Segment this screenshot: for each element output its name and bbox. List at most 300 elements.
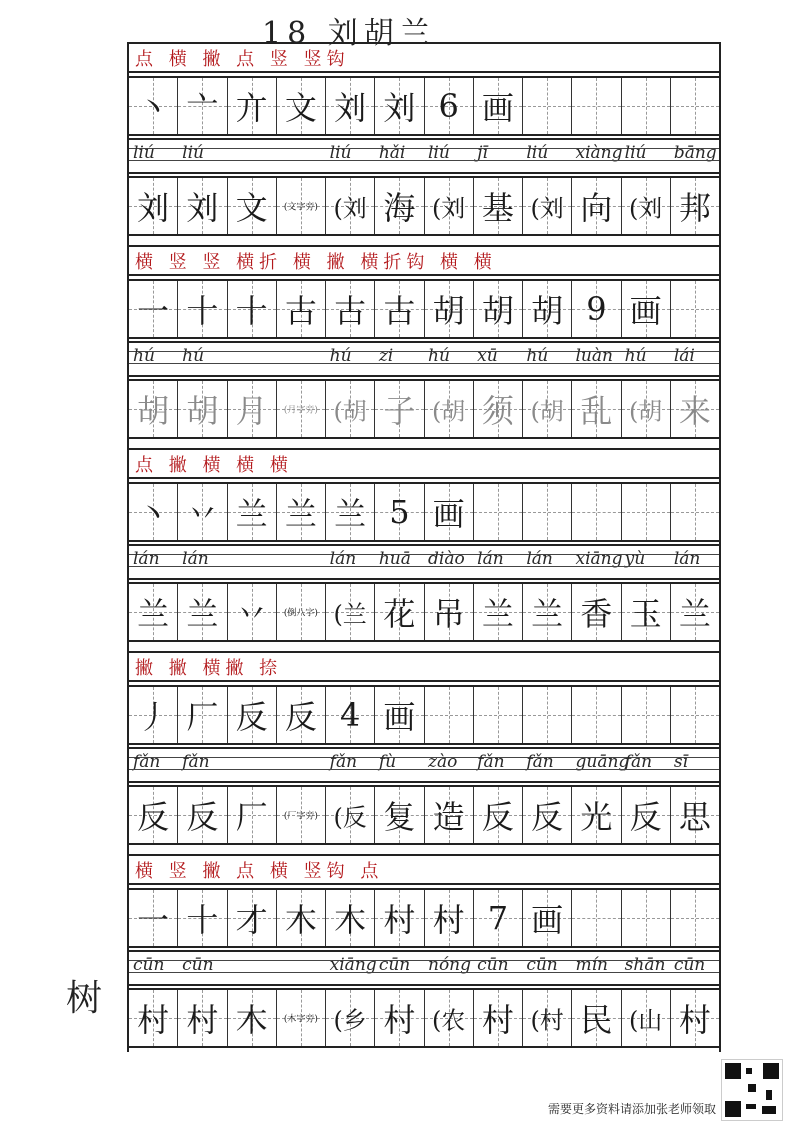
grid-cell <box>178 78 227 134</box>
grid-cell <box>129 687 178 743</box>
word-char: 兰 <box>678 595 711 633</box>
grid-char: 村 <box>432 901 465 939</box>
word-cell <box>425 584 474 640</box>
grid-cell <box>129 281 178 337</box>
grid-cell <box>474 484 523 540</box>
grid-char: 画 <box>629 292 662 330</box>
grid-cell <box>474 890 523 946</box>
word-char: 反 <box>137 798 170 836</box>
grid-char: 7 <box>487 899 509 937</box>
word-char: 村 <box>186 1001 219 1039</box>
grid-char: 古 <box>284 292 317 330</box>
pinyin-text: xiàng <box>575 143 623 163</box>
word-row <box>129 988 719 1048</box>
word-cell <box>375 787 424 843</box>
grid-cell <box>178 484 227 540</box>
grid-char: 丷 <box>186 495 219 533</box>
grid-cell <box>572 78 621 134</box>
pinyin-text: fǎn <box>477 752 505 772</box>
word-char: 基 <box>481 189 514 227</box>
word-cell <box>277 381 326 437</box>
word-cell <box>523 990 572 1046</box>
grid-char: 兰 <box>235 495 268 533</box>
grid-cell <box>228 484 277 540</box>
grid-cell <box>277 78 326 134</box>
grid-cell <box>622 687 671 743</box>
word-cell <box>326 178 375 234</box>
grid-char: 村 <box>383 901 416 939</box>
grid-cell <box>326 78 375 134</box>
word-char: 花 <box>383 595 416 633</box>
grid-cell <box>129 484 178 540</box>
word-cell <box>523 381 572 437</box>
word-char: (刘 <box>333 194 367 223</box>
word-cell <box>572 584 621 640</box>
pinyin-text: liú <box>133 143 155 163</box>
grid-cell <box>277 687 326 743</box>
word-cell <box>375 584 424 640</box>
word-cell <box>671 381 719 437</box>
grid-cell <box>375 281 424 337</box>
word-cell <box>326 787 375 843</box>
pinyin-text: hǎi <box>378 143 406 163</box>
grid-cell <box>425 78 474 134</box>
stroke-grid-row <box>129 76 719 136</box>
grid-char: 5 <box>389 493 410 531</box>
pinyin-text: nóng <box>428 955 472 975</box>
grid-char: 木 <box>334 901 367 939</box>
word-char: 刘 <box>186 189 219 227</box>
grid-char: 兰 <box>334 495 367 533</box>
pinyin-text: hú <box>329 346 352 366</box>
word-char: 光 <box>580 798 613 836</box>
word-cell <box>523 178 572 234</box>
word-cell <box>129 381 178 437</box>
pinyin-text: huā <box>378 549 411 569</box>
grid-cell <box>671 281 719 337</box>
stroke-order-row <box>129 854 719 885</box>
word-cell <box>425 178 474 234</box>
word-cell <box>474 584 523 640</box>
pinyin-text: cūn <box>378 955 411 975</box>
pinyin-text: liú <box>329 143 352 163</box>
grid-cell <box>523 78 572 134</box>
word-char: 吊 <box>432 595 465 633</box>
grid-char: 画 <box>432 495 465 533</box>
word-row <box>129 176 719 236</box>
word-char: (木字旁) <box>283 1014 318 1025</box>
pinyin-text: bāng <box>673 143 717 163</box>
grid-cell <box>178 281 227 337</box>
word-char: 乱 <box>580 392 613 430</box>
grid-cell <box>326 281 375 337</box>
word-row <box>129 785 719 845</box>
pinyin-text: lán <box>182 549 209 569</box>
word-cell <box>671 178 719 234</box>
grid-char: 亣 <box>235 89 268 127</box>
grid-cell <box>572 484 621 540</box>
grid-char: 十 <box>235 292 268 330</box>
word-cell <box>474 990 523 1046</box>
word-cell <box>375 178 424 234</box>
side-note-char: 树 <box>66 978 103 1019</box>
word-char: (胡 <box>530 397 564 426</box>
grid-cell <box>622 281 671 337</box>
word-row <box>129 582 719 642</box>
word-char: 丷 <box>235 595 268 633</box>
grid-cell <box>523 484 572 540</box>
pinyin-text: lán <box>477 549 504 569</box>
footer-note: 需要更多资料请添加张老师领取 <box>548 1102 717 1116</box>
word-cell <box>375 381 424 437</box>
stroke-names: 点 撇 横 横 横 <box>135 455 293 476</box>
pinyin-text: fǎn <box>526 752 554 772</box>
grid-cell <box>622 484 671 540</box>
pinyin-text: lán <box>526 549 553 569</box>
grid-char: 胡 <box>481 292 514 330</box>
word-char: 子 <box>383 392 416 430</box>
word-char: (乡 <box>333 1006 367 1035</box>
grid-cell <box>129 78 178 134</box>
grid-char: 十 <box>186 292 219 330</box>
grid-cell <box>572 281 621 337</box>
pinyin-text: cūn <box>182 955 214 975</box>
grid-char: 文 <box>284 89 317 127</box>
grid-cell <box>523 281 572 337</box>
grid-char: 亠 <box>186 89 219 127</box>
word-char: 反 <box>481 798 514 836</box>
pinyin-text: xiāng <box>575 549 623 569</box>
grid-char: 丿 <box>137 698 170 736</box>
pinyin-text: mín <box>575 955 609 975</box>
pinyin-text: diào <box>428 549 465 569</box>
word-cell <box>178 787 227 843</box>
pinyin-row <box>129 747 719 783</box>
grid-char: 画 <box>383 698 416 736</box>
grid-cell <box>375 687 424 743</box>
word-char: (胡 <box>628 397 663 426</box>
stroke-names: 撇 撇 横撇 捺 <box>135 658 283 679</box>
word-char: 香 <box>580 595 613 633</box>
pinyin-text: hú <box>428 346 450 366</box>
word-char: (兰 <box>333 600 367 629</box>
pinyin-text: cūn <box>526 955 558 975</box>
pinyin-text: xū <box>477 346 498 366</box>
word-cell <box>671 990 719 1046</box>
word-char: (胡 <box>333 397 367 426</box>
word-cell <box>572 990 621 1046</box>
grid-char: 胡 <box>432 292 465 330</box>
grid-cell <box>129 890 178 946</box>
grid-cell <box>425 484 474 540</box>
word-cell <box>622 178 671 234</box>
pinyin-text: hú <box>182 346 205 366</box>
word-cell <box>425 990 474 1046</box>
word-cell <box>326 990 375 1046</box>
word-cell <box>277 787 326 843</box>
grid-char: 一 <box>137 292 170 330</box>
grid-cell <box>178 687 227 743</box>
word-char: 向 <box>580 189 613 227</box>
word-char: 月 <box>235 392 268 430</box>
word-char: 胡 <box>186 392 219 430</box>
pinyin-text: xiāng <box>329 955 377 975</box>
word-char: 民 <box>580 1001 613 1039</box>
word-cell <box>326 584 375 640</box>
stroke-order-row <box>129 245 719 276</box>
grid-char: 十 <box>186 901 219 939</box>
grid-cell <box>671 484 719 540</box>
grid-char: 9 <box>586 290 607 328</box>
pinyin-text: lán <box>133 549 160 569</box>
word-char: 胡 <box>137 392 170 430</box>
word-char: 刘 <box>137 189 170 227</box>
pinyin-text: liú <box>182 143 204 163</box>
word-char: 海 <box>383 189 416 227</box>
word-cell <box>622 787 671 843</box>
page-title: 18 刘胡兰 <box>262 16 436 51</box>
stroke-order-row <box>129 651 719 682</box>
word-cell <box>375 990 424 1046</box>
pinyin-text: sī <box>673 752 688 772</box>
pinyin-row <box>129 544 719 580</box>
word-cell <box>474 787 523 843</box>
pinyin-text: luàn <box>575 346 613 366</box>
word-char: 反 <box>186 798 219 836</box>
word-cell <box>277 178 326 234</box>
stroke-grid-row <box>129 279 719 339</box>
word-cell <box>425 381 474 437</box>
qr-code-icon <box>721 1059 783 1121</box>
word-char: 邦 <box>678 189 711 227</box>
word-cell <box>572 178 621 234</box>
word-cell <box>178 381 227 437</box>
pinyin-text: liú <box>526 143 549 163</box>
grid-cell <box>375 890 424 946</box>
grid-char: 木 <box>284 901 317 939</box>
grid-char: 兰 <box>284 495 317 533</box>
pinyin-text: zào <box>428 752 458 772</box>
pinyin-text: fǎn <box>133 752 161 772</box>
word-char: 思 <box>678 798 711 836</box>
word-cell <box>622 990 671 1046</box>
stroke-grid-row <box>129 888 719 948</box>
word-char: (山 <box>628 1006 663 1035</box>
word-char: (刘 <box>530 194 564 223</box>
word-char: 兰 <box>137 595 170 633</box>
word-cell <box>228 787 277 843</box>
grid-char: 画 <box>531 901 564 939</box>
grid-cell <box>523 890 572 946</box>
grid-cell <box>572 687 621 743</box>
grid-cell <box>474 78 523 134</box>
word-char: 造 <box>432 798 465 836</box>
word-char: 村 <box>383 1001 416 1039</box>
pinyin-text: fǎn <box>329 752 358 772</box>
word-cell <box>228 381 277 437</box>
stroke-names: 横 竖 竖 横折 横 撇 横折钩 横 横 <box>135 252 497 273</box>
pinyin-text: liú <box>428 143 450 163</box>
word-cell <box>277 990 326 1046</box>
stroke-names: 横 竖 撇 点 横 竖钩 点 <box>135 861 384 882</box>
pinyin-text: fù <box>378 752 397 772</box>
word-char: (厂字旁) <box>283 811 318 822</box>
word-cell <box>129 787 178 843</box>
word-char: 反 <box>629 798 662 836</box>
stroke-grid-row <box>129 685 719 745</box>
pinyin-row <box>129 950 719 986</box>
grid-char: 古 <box>383 292 416 330</box>
word-cell <box>178 584 227 640</box>
pinyin-text: zi <box>378 346 394 366</box>
word-char: 厂 <box>235 798 268 836</box>
word-char: (月字旁) <box>283 405 318 416</box>
word-char: (刘 <box>628 194 663 223</box>
stroke-names: 点 横 撇 点 竖 竖钩 <box>135 49 350 70</box>
word-char: 村 <box>678 1001 711 1039</box>
grid-cell <box>425 687 474 743</box>
word-char: 玉 <box>629 595 662 633</box>
grid-cell <box>425 281 474 337</box>
grid-cell <box>671 890 719 946</box>
grid-char: 古 <box>334 292 367 330</box>
grid-char: 4 <box>339 696 361 734</box>
word-char: 兰 <box>531 595 564 633</box>
pinyin-text: guāng <box>575 752 630 772</box>
word-char: (村 <box>530 1006 564 1035</box>
grid-cell <box>228 687 277 743</box>
pinyin-text: fǎn <box>624 752 653 772</box>
writing-sheet <box>127 42 721 1052</box>
grid-char: 丶 <box>137 89 170 127</box>
pinyin-row <box>129 341 719 377</box>
grid-cell <box>671 687 719 743</box>
stroke-grid-row <box>129 482 719 542</box>
pinyin-text: hú <box>133 346 155 366</box>
pinyin-text: lán <box>329 549 357 569</box>
grid-cell <box>474 281 523 337</box>
word-cell <box>178 990 227 1046</box>
grid-char: 丶 <box>137 495 170 533</box>
word-cell <box>671 584 719 640</box>
stroke-order-row <box>129 42 719 73</box>
stroke-order-row <box>129 448 719 479</box>
pinyin-text: lán <box>673 549 701 569</box>
grid-cell <box>425 890 474 946</box>
grid-cell <box>375 78 424 134</box>
word-char: (农 <box>431 1006 466 1035</box>
grid-char: 厂 <box>186 698 219 736</box>
word-char: 兰 <box>481 595 514 633</box>
word-char: (文字旁) <box>283 202 318 213</box>
pinyin-text: cūn <box>673 955 706 975</box>
word-cell <box>228 990 277 1046</box>
grid-cell <box>326 484 375 540</box>
grid-cell <box>228 281 277 337</box>
word-char: 须 <box>481 392 514 430</box>
grid-cell <box>277 484 326 540</box>
grid-cell <box>622 890 671 946</box>
word-char: 反 <box>531 798 564 836</box>
pinyin-text: hú <box>526 346 549 366</box>
grid-cell <box>228 78 277 134</box>
word-char: (反 <box>333 803 367 832</box>
word-char: 村 <box>137 1001 170 1039</box>
grid-char: 画 <box>481 89 514 127</box>
word-char: (胡 <box>431 397 466 426</box>
pinyin-text: fǎn <box>182 752 210 772</box>
pinyin-text: shān <box>624 955 666 975</box>
grid-cell <box>474 687 523 743</box>
grid-char: 6 <box>438 87 459 125</box>
pinyin-text: hú <box>624 346 647 366</box>
grid-cell <box>671 78 719 134</box>
grid-char: 才 <box>235 901 268 939</box>
pinyin-text: jī <box>477 143 488 163</box>
word-char: 兰 <box>186 595 219 633</box>
grid-cell <box>228 890 277 946</box>
word-cell <box>277 584 326 640</box>
grid-char: 刘 <box>334 89 367 127</box>
grid-cell <box>277 281 326 337</box>
grid-char: 反 <box>284 698 317 736</box>
grid-cell <box>277 890 326 946</box>
grid-char: 反 <box>235 698 268 736</box>
word-cell <box>572 787 621 843</box>
grid-char: 一 <box>137 901 170 939</box>
grid-char: 胡 <box>531 292 564 330</box>
pinyin-row <box>129 138 719 174</box>
word-cell <box>474 178 523 234</box>
word-char: (刘 <box>431 194 466 223</box>
pinyin-text: cūn <box>477 955 509 975</box>
word-cell <box>228 178 277 234</box>
word-char: 复 <box>383 798 416 836</box>
word-cell <box>671 787 719 843</box>
word-cell <box>572 381 621 437</box>
pinyin-text: liú <box>624 143 647 163</box>
grid-cell <box>523 687 572 743</box>
grid-cell <box>326 890 375 946</box>
word-char: 来 <box>678 392 711 430</box>
word-char: 木 <box>235 1001 268 1039</box>
word-cell <box>622 381 671 437</box>
grid-cell <box>178 890 227 946</box>
word-cell <box>622 584 671 640</box>
grid-cell <box>375 484 424 540</box>
word-cell <box>523 787 572 843</box>
word-cell <box>474 381 523 437</box>
word-cell <box>228 584 277 640</box>
word-cell <box>178 178 227 234</box>
word-cell <box>326 381 375 437</box>
pinyin-text: yù <box>624 549 646 569</box>
word-char: (倒八字) <box>283 608 318 619</box>
word-char: 文 <box>235 189 268 227</box>
word-char: 村 <box>481 1001 514 1039</box>
pinyin-text: cūn <box>133 955 165 975</box>
grid-cell <box>572 890 621 946</box>
grid-cell <box>622 78 671 134</box>
word-cell <box>129 990 178 1046</box>
grid-cell <box>326 687 375 743</box>
word-row <box>129 379 719 439</box>
grid-char: 刘 <box>383 89 416 127</box>
pinyin-text: lái <box>673 346 695 366</box>
word-cell <box>129 584 178 640</box>
word-cell <box>523 584 572 640</box>
word-cell <box>425 787 474 843</box>
